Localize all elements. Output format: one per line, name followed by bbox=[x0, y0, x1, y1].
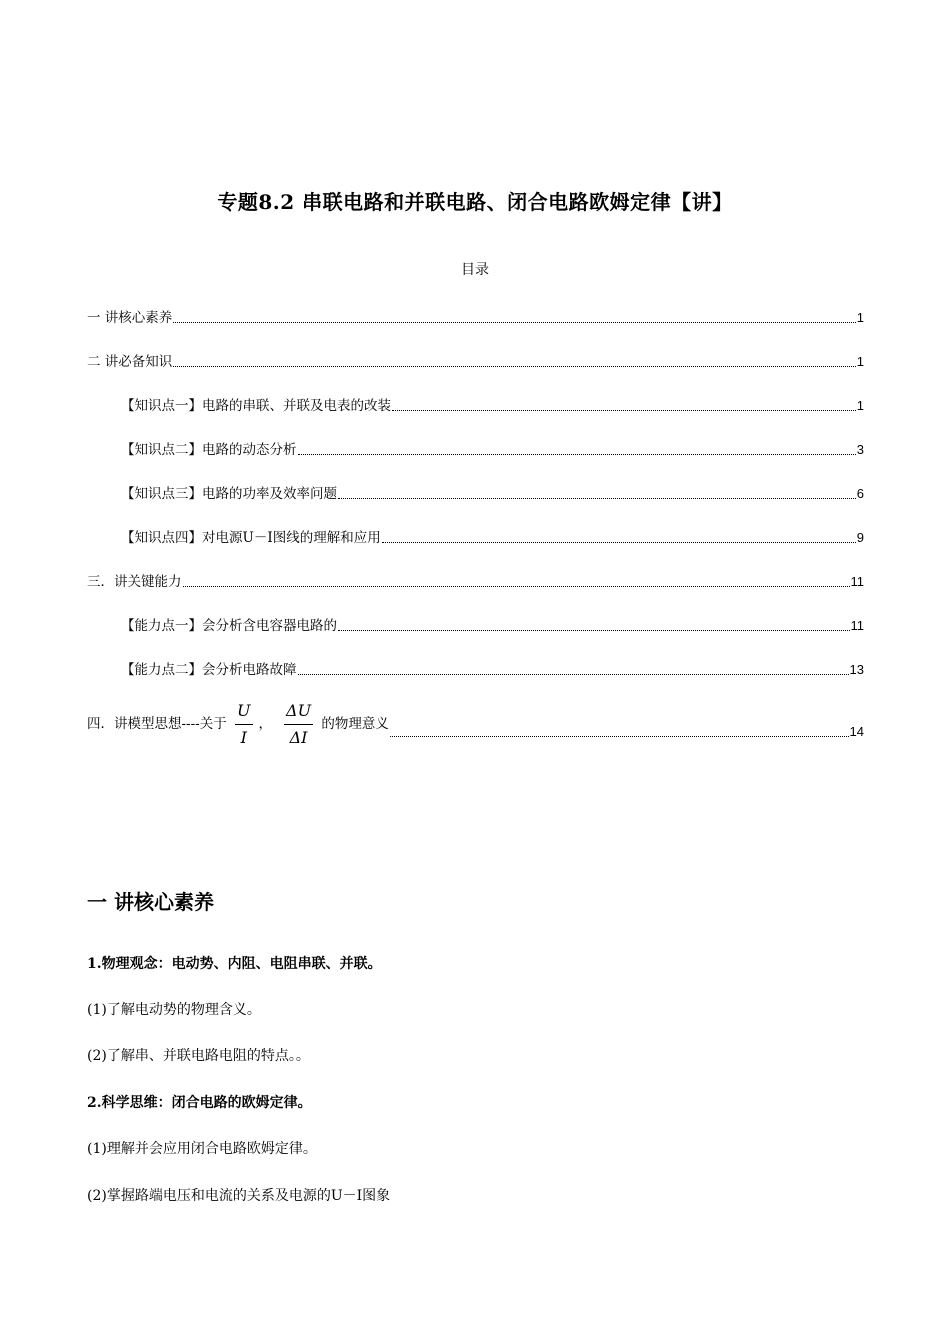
toc-entry[interactable] bbox=[121, 529, 864, 547]
toc-leader-dots bbox=[183, 585, 850, 587]
toc-entry-label: 【知识点三】电路的功率及效率问题 bbox=[121, 486, 337, 502]
toc-entry[interactable] bbox=[87, 573, 864, 591]
toc-page-number: 13 bbox=[849, 662, 864, 677]
fraction-delta-u-over-delta-i bbox=[284, 700, 313, 749]
toc-page-number: 1 bbox=[856, 310, 864, 325]
toc-page-number: 3 bbox=[856, 442, 864, 457]
toc-page-number: 11 bbox=[850, 574, 864, 589]
toc-entry-label bbox=[87, 700, 389, 749]
toc-leader-dots bbox=[382, 541, 856, 543]
toc-leader-dots bbox=[392, 409, 856, 411]
paragraph: 1.物理观念：电动势、内阻、电阻串联、并联。 bbox=[87, 956, 382, 972]
toc-page-number: 9 bbox=[856, 530, 864, 545]
toc-entry-label: 【能力点二】会分析电路故障 bbox=[121, 662, 297, 678]
fraction-u-over-i bbox=[235, 700, 252, 749]
toc-page-number: 6 bbox=[856, 486, 864, 501]
fraction-separator: ， bbox=[258, 716, 273, 732]
fraction-numerator: U bbox=[235, 700, 252, 725]
paragraph: (2)了解串、并联电路电阻的特点。。 bbox=[87, 1048, 310, 1064]
paragraph: (2)掌握路端电压和电流的关系及电源的U－I图象 bbox=[87, 1188, 391, 1204]
toc-entry-label: 【能力点一】会分析含电容器电路的 bbox=[121, 618, 337, 634]
toc-leader-dots bbox=[173, 365, 855, 367]
toc-entry[interactable] bbox=[121, 485, 864, 503]
toc-entry[interactable] bbox=[121, 441, 864, 459]
toc-entry-label: 三．讲关键能力 bbox=[87, 574, 182, 590]
toc-leader-dots bbox=[298, 453, 856, 455]
toc-entry-label: 【知识点二】电路的动态分析 bbox=[121, 442, 297, 458]
toc-label-prefix: 四．讲模型思想----关于 bbox=[87, 716, 227, 732]
toc-leader-dots bbox=[338, 497, 856, 499]
toc-entry[interactable] bbox=[121, 617, 864, 635]
toc-entry[interactable] bbox=[87, 309, 864, 327]
toc-entry-label: 【知识点一】电路的串联、并联及电表的改装 bbox=[121, 398, 391, 414]
toc-page-number: 1 bbox=[856, 354, 864, 369]
document-title: 专题8.2 串联电路和并联电路、闭合电路欧姆定律【讲】 bbox=[217, 190, 733, 214]
toc-entry-label: 【知识点四】对电源U－I图线的理解和应用 bbox=[121, 530, 381, 546]
toc-label-suffix: 的物理意义 bbox=[321, 716, 389, 732]
toc-page-number: 11 bbox=[850, 618, 864, 633]
toc-entry[interactable] bbox=[121, 397, 864, 415]
toc-entry-label: 一 讲核心素养 bbox=[87, 310, 173, 326]
toc-entry[interactable] bbox=[87, 353, 864, 371]
paragraph: (1)了解电动势的物理含义。 bbox=[87, 1002, 261, 1018]
fraction-denominator: ΔI bbox=[289, 728, 308, 747]
toc-entry[interactable] bbox=[121, 661, 864, 679]
toc-leader-dots bbox=[390, 735, 849, 737]
toc-heading: 目录 bbox=[461, 262, 489, 278]
toc-entry-label: 二 讲必备知识 bbox=[87, 354, 173, 370]
toc-leader-dots bbox=[338, 629, 850, 631]
fraction-denominator: I bbox=[240, 728, 247, 747]
paragraph: (1)理解并会应用闭合电路欧姆定律。 bbox=[87, 1141, 317, 1157]
toc-entry-model[interactable] bbox=[87, 700, 864, 749]
toc-page-number: 1 bbox=[856, 398, 864, 413]
fraction-numerator: ΔU bbox=[284, 700, 313, 725]
toc-leader-dots bbox=[173, 321, 855, 323]
toc-page-number: 14 bbox=[849, 724, 864, 739]
section-heading: 一 讲核心素养 bbox=[87, 890, 214, 914]
toc-leader-dots bbox=[298, 673, 849, 675]
paragraph: 2.科学思维：闭合电路的欧姆定律。 bbox=[87, 1095, 312, 1111]
